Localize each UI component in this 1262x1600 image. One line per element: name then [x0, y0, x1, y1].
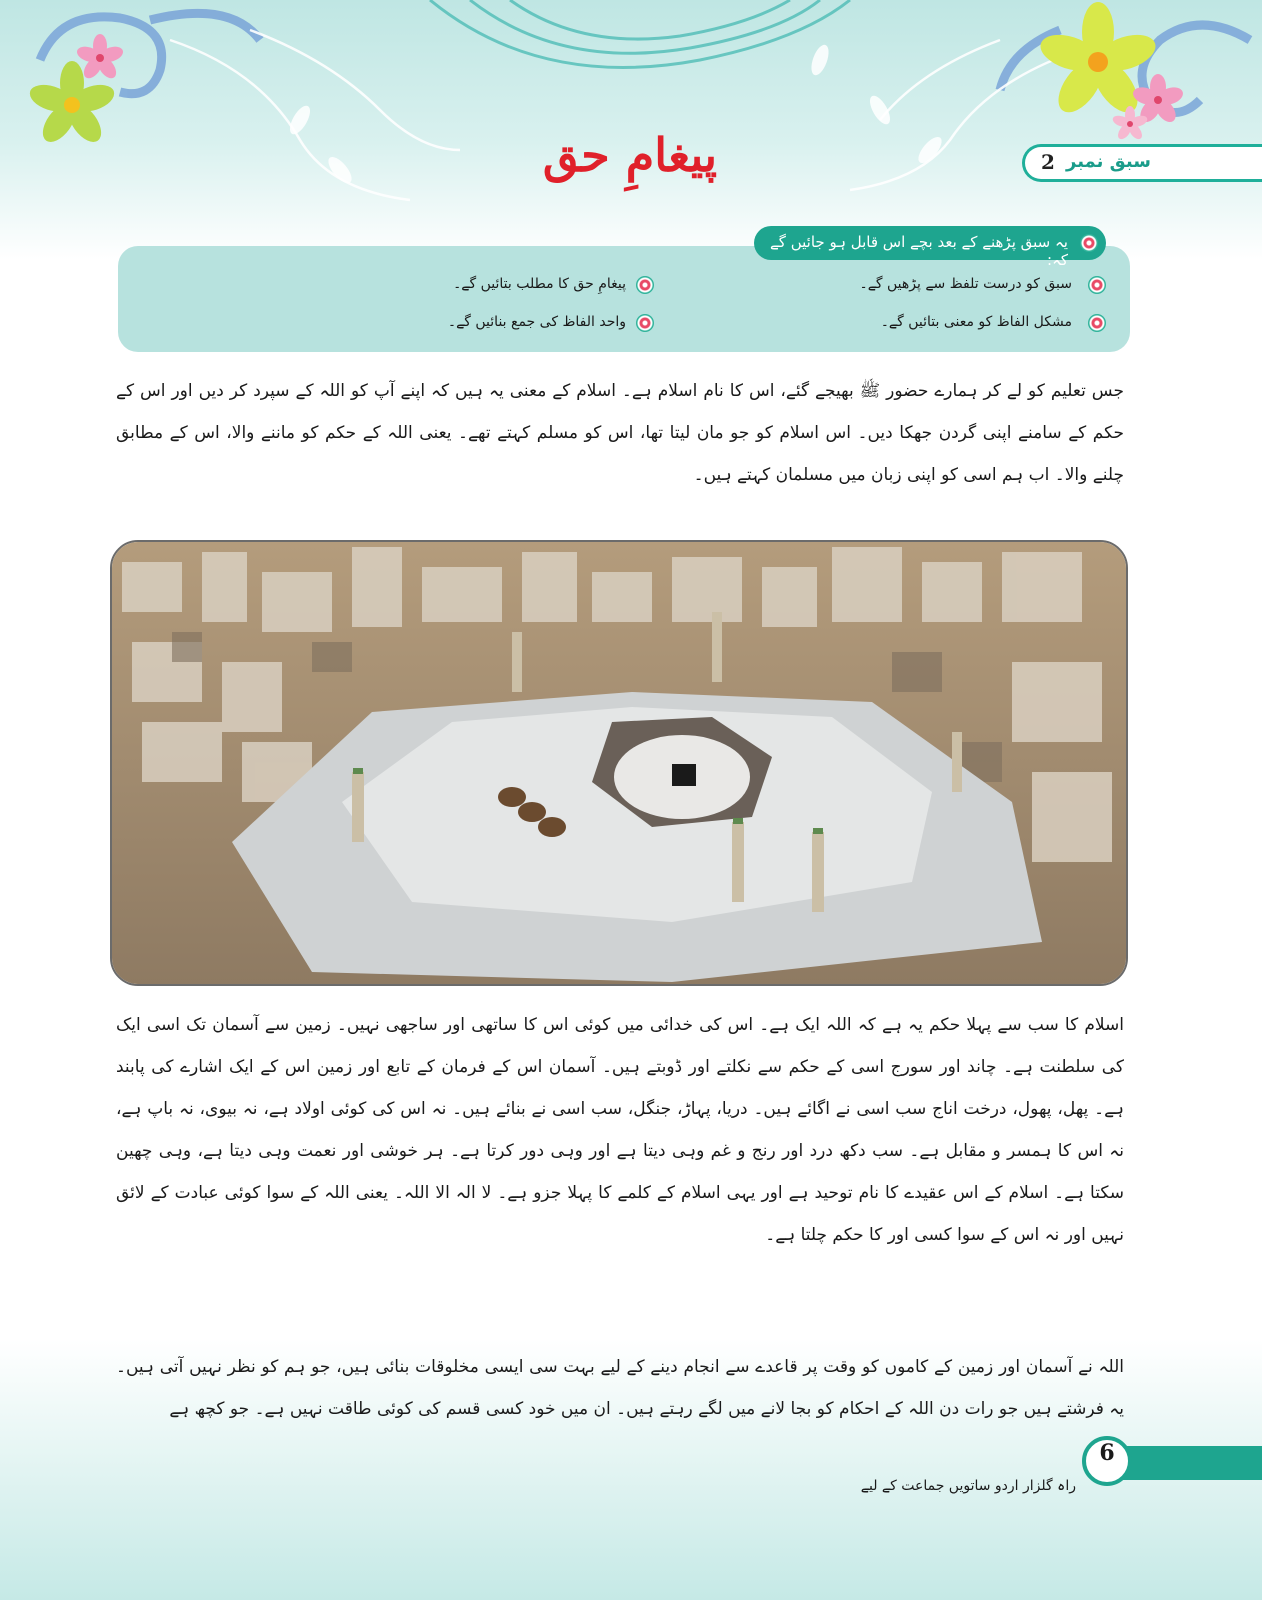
left-vine	[170, 30, 460, 200]
objective-item: مشکل الفاظ کو معنی بتائیں گے۔	[880, 314, 1072, 330]
book-title: راہ گلزار اردو ساتویں جماعت کے لیے	[860, 1478, 1076, 1494]
page-number: 6	[1082, 1436, 1132, 1486]
bullet-icon	[1088, 314, 1106, 332]
body-paragraph: جس تعلیم کو لے کر ہمارے حضور ﷺ بھیجے گئے، اس کا نام اسلام ہے۔ اسلام کے معنی یہ ہیں کہ اپنے آپ کو اللہ کے سپرد کر دیں اور اس کے حکم کے سامنے اپنی گردن جھکا دیں۔ اس اسلام کو جو مان لیتا تھا، اس کو مسلم کہتے تھے۔ یعنی اللہ کے حکم کو ماننے والا، اس کے مطابق چلنے والا۔ اب ہم اسی کو اپنی زبان میں مسلمان کہتے ہیں۔	[116, 381, 1124, 485]
objective-item: پیغامِ حق کا مطلب بتائیں گے۔	[453, 276, 626, 292]
lesson-label: سبق نمبر	[1066, 151, 1151, 172]
bullet-icon	[636, 314, 654, 332]
floral-decoration	[0, 0, 1262, 230]
lesson-number: 2	[1041, 150, 1055, 174]
bullet-icon	[636, 276, 654, 294]
body-paragraph: اسلام کا سب سے پہلا حکم یہ ہے کہ اللہ ایک ہے۔ اس کی خدائی میں کوئی اس کا ساتھی اور ساجھی نہیں۔ زمین سے آسمان تک اسی ایک کی سلطنت ہے۔ چاند اور سورج اسی کے حکم سے نکلتے اور ڈوبتے ہیں۔ آسمان اس کے فرمان کے تابع اور زمین اس کے ایک اشارے کی پابند ہے۔ پھل، پھول، درخت اناج سب اسی نے اگائے ہیں۔ دریا، پہاڑ، جنگل، سب اسی نے بنائے ہیں۔ نہ اس کی کوئی اولاد ہے، نہ بیوی، نہ باپ ہے، نہ اس کا ہمسر و مقابل ہے۔ سب دکھ درد اور رنج و غم وہی دیتا ہے اور وہی دور کرتا ہے۔ ہر خوشی اور نعمت وہی دیتا ہے، وہی چھین سکتا ہے۔ اسلام کے اس عقیدے کا نام توحید ہے اور یہی اسلام کے کلمے کا پہلا جزو ہے۔ لا الہ الا اللہ۔ یعنی اللہ کے سوا کوئی عبادت کے لائق نہیں اور نہ اس کے سوا کسی اور کا حکم چلتا ہے۔	[116, 1015, 1124, 1245]
bullet-icon	[1080, 234, 1098, 252]
footer-bar	[1120, 1446, 1262, 1480]
objectives-intro: یہ سبق پڑھنے کے بعد بچے اس قابل ہو جائیں گے کہ:	[770, 233, 1068, 269]
swirl-ornament	[430, 0, 850, 68]
page-title: پیغامِ حق	[542, 128, 718, 182]
objective-item: سبق کو درست تلفظ سے پڑھیں گے۔	[859, 276, 1072, 292]
bullet-icon	[1088, 276, 1106, 294]
kaaba-photo	[110, 540, 1128, 986]
objective-item: واحد الفاظ کی جمع بنائیں گے۔	[447, 314, 626, 330]
body-paragraph: اللہ نے آسمان اور زمین کے کاموں کو وقت پر قاعدے سے انجام دینے کے لیے بہت سی ایسی مخلوقات بنائی ہیں، جو ہم کو نظر نہیں آتی ہیں۔ یہ فرشتے ہیں جو رات دن اللہ کے احکام کو بجا لانے میں لگے رہتے ہیں۔ ان میں خود کسی قسم کی کوئی طاقت نہیں ہے۔ جو کچھ ہے	[116, 1357, 1124, 1419]
